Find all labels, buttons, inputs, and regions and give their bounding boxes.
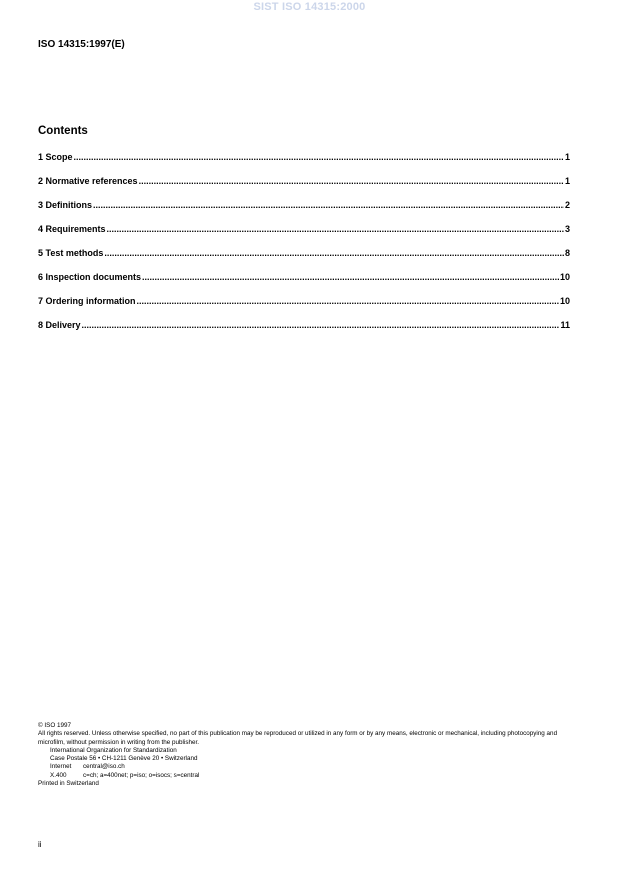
toc-entry-title: 5 Test methods: [38, 248, 104, 258]
toc-entry-title: 2 Normative references: [38, 176, 138, 186]
x400-contact: [38, 772, 583, 780]
toc-entry-scope[interactable]: [38, 152, 570, 176]
toc-entry-page: 3: [564, 224, 570, 234]
organization-name: International Organization for Standardization: [50, 746, 177, 754]
toc-entry-page: 1: [564, 176, 570, 186]
toc-entry-page: 10: [559, 296, 570, 306]
toc-entry-test-methods[interactable]: [38, 248, 570, 272]
toc-entry-page: 11: [560, 320, 570, 330]
contents-heading: Contents: [38, 125, 88, 137]
toc-entry-inspection-documents[interactable]: [38, 272, 570, 296]
toc-entry-page: 10: [559, 272, 570, 282]
copyright-block: [38, 722, 583, 788]
toc-entry-title: 6 Inspection documents: [38, 272, 142, 282]
toc-entry-title: 1 Scope: [38, 152, 73, 162]
toc-leader-dots: [82, 320, 560, 330]
toc-entry-requirements[interactable]: [38, 224, 570, 248]
watermark: SIST ISO 14315:2000: [253, 1, 366, 13]
toc-leader-dots: [137, 296, 559, 306]
toc-entry-definitions[interactable]: [38, 200, 570, 224]
toc-leader-dots: [142, 272, 559, 282]
toc-leader-dots: [74, 152, 564, 162]
toc-entry-ordering-information[interactable]: [38, 296, 570, 320]
toc-leader-dots: [139, 176, 564, 186]
internet-contact: [38, 763, 583, 771]
postal-address: Case Postale 56 • CH-1211 Genève 20 • Switzerland: [50, 755, 198, 763]
internet-email: central@iso.ch: [83, 763, 125, 771]
toc-entry-title: 3 Definitions: [38, 200, 93, 210]
toc-leader-dots: [104, 248, 564, 258]
toc-entry-page: 2: [564, 200, 570, 210]
toc-entry-page: 8: [564, 248, 570, 258]
toc-leader-dots: [107, 224, 564, 234]
rights-statement: All rights reserved. Unless otherwise specified, no part of this publication may be reproduced or utilized in any form or by any means, electronic or mechanical, including photocopying and microfilm, without permission in writing from the publisher.: [38, 730, 558, 746]
printed-in: Printed in Switzerland: [38, 780, 99, 788]
toc-entry-title: 8 Delivery: [38, 320, 81, 330]
toc-entry-title: 7 Ordering information: [38, 296, 136, 306]
table-of-contents: [38, 152, 570, 344]
toc-entry-page: 1: [564, 152, 570, 162]
page-number: ii: [38, 840, 42, 849]
toc-leader-dots: [93, 200, 564, 210]
toc-entry-title: 4 Requirements: [38, 224, 106, 234]
x400-address: c=ch; a=400net; p=iso; o=isocs; s=central: [83, 771, 200, 779]
document-id-header: ISO 14315:1997(E): [38, 39, 125, 50]
copyright-notice: © ISO 1997: [38, 722, 71, 729]
toc-entry-normative-references[interactable]: [38, 176, 570, 200]
toc-entry-delivery[interactable]: [38, 320, 570, 344]
x400-label: X.400: [50, 771, 67, 779]
internet-label: Internet: [50, 763, 72, 771]
